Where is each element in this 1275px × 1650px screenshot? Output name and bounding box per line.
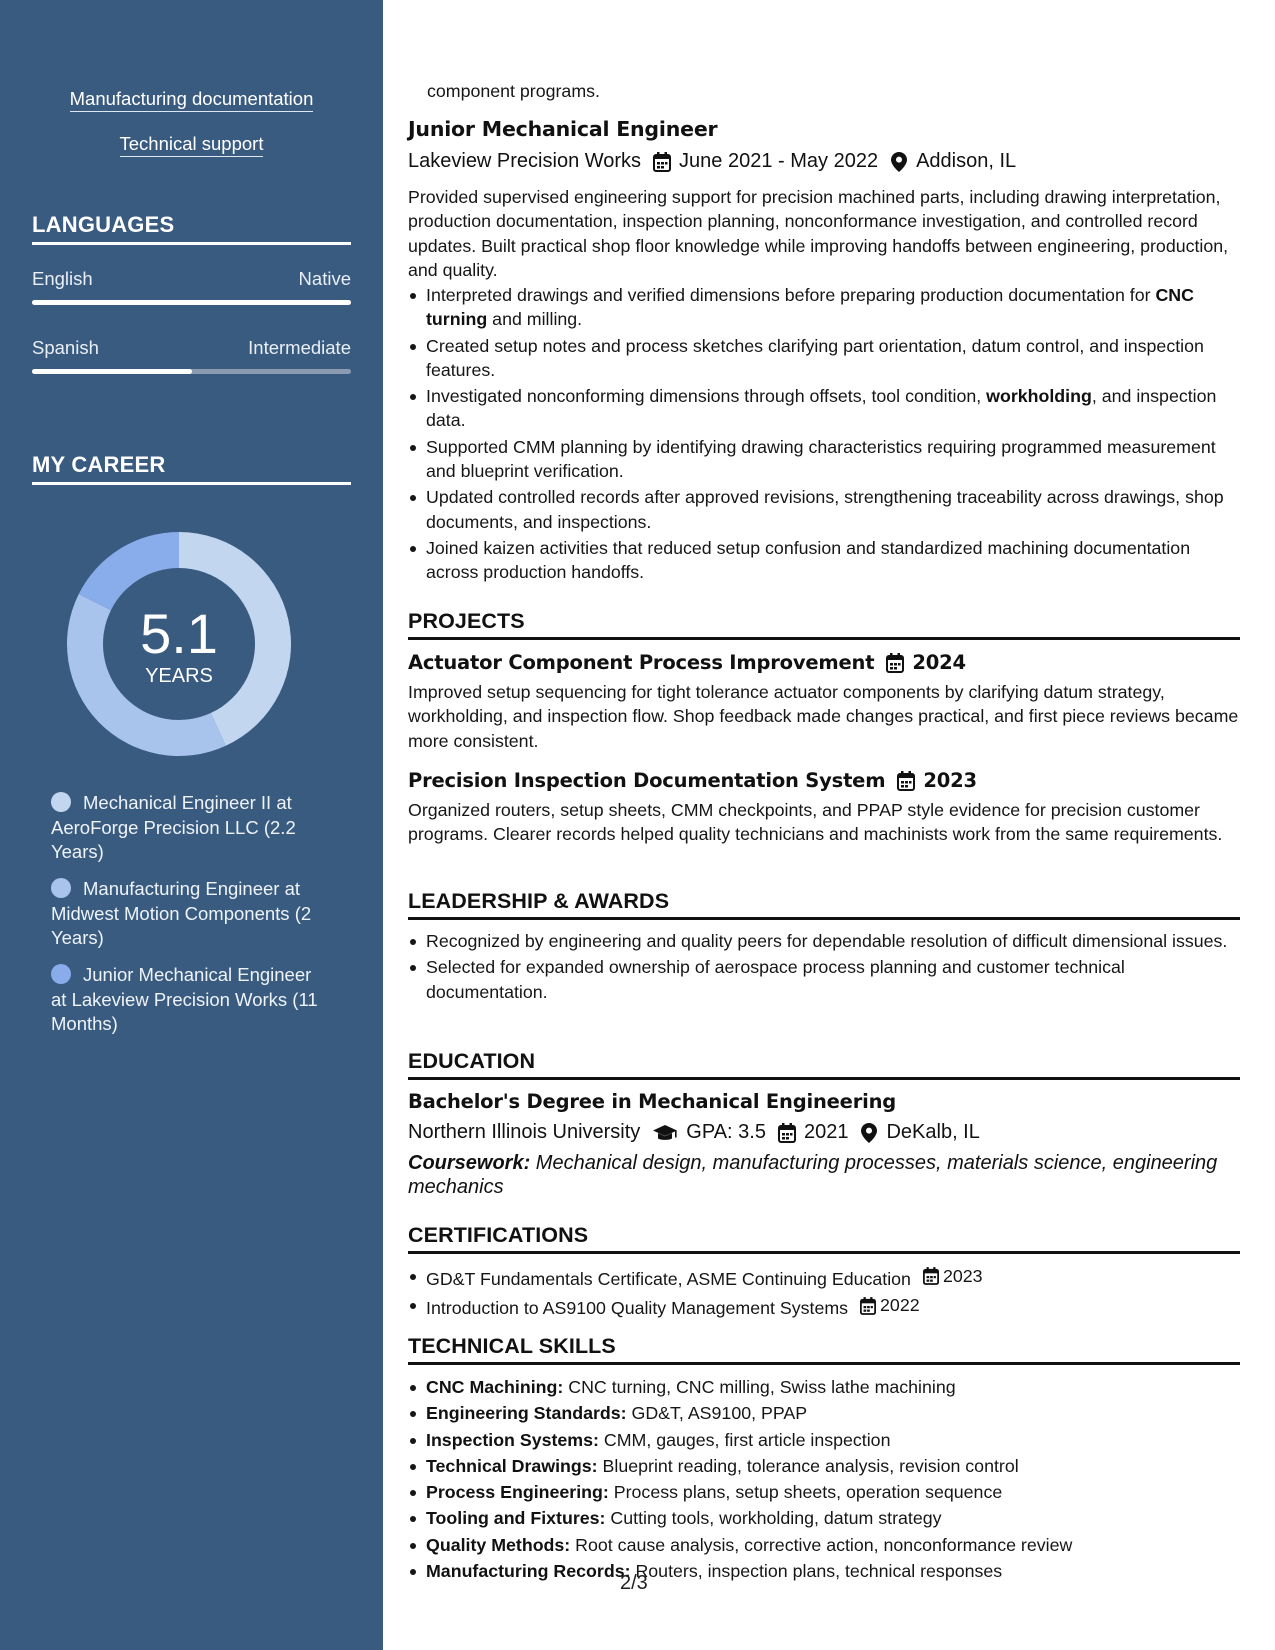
coursework-label: Coursework: bbox=[408, 1152, 531, 1174]
technical-skill-item: Inspection Systems: CMM, gauges, first article inspection bbox=[408, 1428, 1240, 1452]
job-bullet: Investigated nonconforming dimensions through offsets, tool condition, workholding, and inspection data. bbox=[408, 384, 1240, 433]
main-content bbox=[408, 0, 1240, 1650]
project-year: 2023 bbox=[923, 769, 977, 792]
legend-dot-icon bbox=[51, 792, 71, 812]
technical-skills-heading: TECHNICAL SKILLS bbox=[408, 1334, 1240, 1365]
calendar-icon bbox=[923, 1267, 939, 1285]
technical-skill-item: Engineering Standards: GD&T, AS9100, PPAP bbox=[408, 1401, 1240, 1425]
project-title: Precision Inspection Documentation System bbox=[408, 769, 886, 792]
education-location: DeKalb, IL bbox=[886, 1121, 980, 1143]
certification-year: 2023 bbox=[942, 1266, 983, 1286]
project-title: Actuator Component Process Improvement bbox=[408, 651, 875, 674]
career-donut-chart bbox=[66, 531, 292, 757]
job-bullet: Supported CMM planning by identifying drawing characteristics requiring programmed measurement and blueprint verification. bbox=[408, 435, 1240, 484]
job-title: Junior Mechanical Engineer bbox=[408, 117, 718, 141]
calendar-icon bbox=[778, 1123, 796, 1143]
languages-heading: LANGUAGES bbox=[32, 212, 351, 245]
calendar-icon bbox=[860, 1297, 876, 1315]
career-legend-item bbox=[51, 791, 331, 865]
language-name: Spanish bbox=[32, 337, 99, 358]
certification-name: Introduction to AS9100 Quality Management Systems bbox=[426, 1298, 849, 1319]
legend-dot-icon bbox=[51, 878, 71, 898]
legend-dot-icon bbox=[51, 964, 71, 984]
certification-item bbox=[408, 1293, 1240, 1320]
language-level: Intermediate bbox=[248, 337, 351, 358]
career-years-unit: YEARS bbox=[145, 665, 213, 687]
degree-title: Bachelor's Degree in Mechanical Engineering bbox=[408, 1090, 897, 1113]
skill-label: Technical support bbox=[120, 133, 264, 157]
language-bar-fill bbox=[32, 300, 351, 305]
language-name: English bbox=[32, 268, 93, 289]
graduation-cap-icon bbox=[652, 1123, 678, 1143]
job-bullet: Updated controlled records after approved revisions, strengthening traceability across drawings, shop documents, and inspections. bbox=[408, 485, 1240, 534]
leadership-item: Recognized by engineering and quality peers for dependable resolution of difficult dimensional issues. bbox=[408, 929, 1240, 953]
job-bullet: Joined kaizen activities that reduced setup confusion and standardized machining documentation across production handoffs. bbox=[408, 536, 1240, 585]
calendar-icon bbox=[653, 152, 671, 172]
calendar-icon bbox=[886, 653, 904, 673]
project-description: Improved setup sequencing for tight tolerance actuator components by clarifying datum strategy, workholding, and inspection flow. Shop feedback made changes practical, and first piece reviews became more consistent. bbox=[408, 682, 1239, 751]
job-meta bbox=[408, 150, 1240, 173]
technical-skill-item: Process Engineering: Process plans, setup sheets, operation sequence bbox=[408, 1480, 1240, 1504]
certification-year: 2022 bbox=[880, 1295, 920, 1316]
technical-skill-item: Quality Methods: Root cause analysis, corrective action, nonconformance review bbox=[408, 1533, 1240, 1557]
company-name: Lakeview Precision Works bbox=[408, 150, 642, 172]
skill-link-manufacturing-documentation[interactable] bbox=[0, 88, 383, 110]
certifications-list bbox=[408, 1264, 1240, 1323]
job-location: Addison, IL bbox=[916, 150, 1017, 172]
job-bullet: Interpreted drawings and verified dimensions before preparing production documentation for CNC turning and milling. bbox=[408, 283, 1240, 332]
certifications-heading: CERTIFICATIONS bbox=[408, 1223, 1240, 1254]
career-legend-item bbox=[51, 877, 331, 951]
career-legend-label: Junior Mechanical Engineer at Lakeview Precision Works (11 Months) bbox=[51, 964, 318, 1034]
coursework bbox=[408, 1151, 1240, 1199]
leadership-item: Selected for expanded ownership of aerospace process planning and customer technical documentation. bbox=[408, 955, 1240, 1004]
language-level: Native bbox=[298, 268, 351, 289]
language-bar-fill bbox=[32, 369, 192, 374]
page-number: 2/3 bbox=[620, 1572, 648, 1594]
project-year: 2024 bbox=[912, 651, 966, 674]
project-title-row bbox=[408, 769, 1240, 792]
technical-skill-item: Technical Drawings: Blueprint reading, tolerance analysis, revision control bbox=[408, 1454, 1240, 1478]
sidebar bbox=[0, 0, 383, 1650]
job-dates: June 2021 - May 2022 bbox=[679, 150, 879, 172]
calendar-icon bbox=[897, 771, 915, 791]
career-years-number: 5.1 bbox=[140, 602, 218, 665]
certification-name: GD&T Fundamentals Certificate, ASME Continuing Education bbox=[426, 1269, 911, 1290]
leadership-list bbox=[408, 929, 1240, 1006]
donut-segment-2 bbox=[79, 532, 179, 610]
project-description: Organized routers, setup sheets, CMM checkpoints, and PPAP style evidence for precision customer programs. Clearer records helped quality technicians and machinists work from the same requirements. bbox=[408, 800, 1223, 845]
leadership-heading: LEADERSHIP & AWARDS bbox=[408, 889, 1240, 920]
technical-skill-item: Manufacturing Records: Routers, inspection plans, technical responses bbox=[408, 1559, 1240, 1583]
career-heading: MY CAREER bbox=[32, 452, 351, 485]
job-bullet: Created setup notes and process sketches clarifying part orientation, datum control, and inspection features. bbox=[408, 334, 1240, 383]
location-pin-icon bbox=[860, 1123, 878, 1143]
project-title-row bbox=[408, 651, 1240, 674]
education-year: 2021 bbox=[803, 1121, 849, 1143]
skill-label: Manufacturing documentation bbox=[70, 88, 314, 112]
location-pin-icon bbox=[890, 152, 908, 172]
education-gpa: GPA: 3.5 bbox=[686, 1121, 766, 1143]
technical-skill-item: Tooling and Fixtures: Cutting tools, workholding, datum strategy bbox=[408, 1506, 1240, 1530]
certification-item bbox=[408, 1264, 1240, 1291]
education-meta bbox=[408, 1121, 1240, 1144]
technical-skill-item: CNC Machining: CNC turning, CNC milling, Swiss lathe machining bbox=[408, 1375, 1240, 1399]
projects-heading: PROJECTS bbox=[408, 609, 1240, 640]
technical-skills-list bbox=[408, 1375, 1240, 1585]
school-name: Northern Illinois University bbox=[408, 1121, 641, 1143]
career-legend-item bbox=[51, 963, 331, 1037]
continued-text: component programs. bbox=[427, 81, 600, 101]
career-legend-label: Mechanical Engineer II at AeroForge Precision LLC (2.2 Years) bbox=[51, 792, 296, 862]
job-summary: Provided supervised engineering support for precision machined parts, including drawing interpretation, production documentation, inspection planning, nonconformance investigation, and controlled record updates. Built practical shop floor knowledge while improving handoffs between engineering, production, and quality. bbox=[408, 187, 1229, 280]
coursework-text: Mechanical design, manufacturing processes, materials science, engineering mechanics bbox=[408, 1152, 1218, 1198]
job-bullets bbox=[408, 283, 1240, 587]
education-heading: EDUCATION bbox=[408, 1049, 1240, 1080]
skill-link-technical-support[interactable] bbox=[0, 133, 383, 155]
career-legend-label: Manufacturing Engineer at Midwest Motion Components (2 Years) bbox=[51, 878, 312, 948]
language-bar-english bbox=[32, 300, 351, 305]
language-bar-spanish bbox=[32, 369, 351, 374]
